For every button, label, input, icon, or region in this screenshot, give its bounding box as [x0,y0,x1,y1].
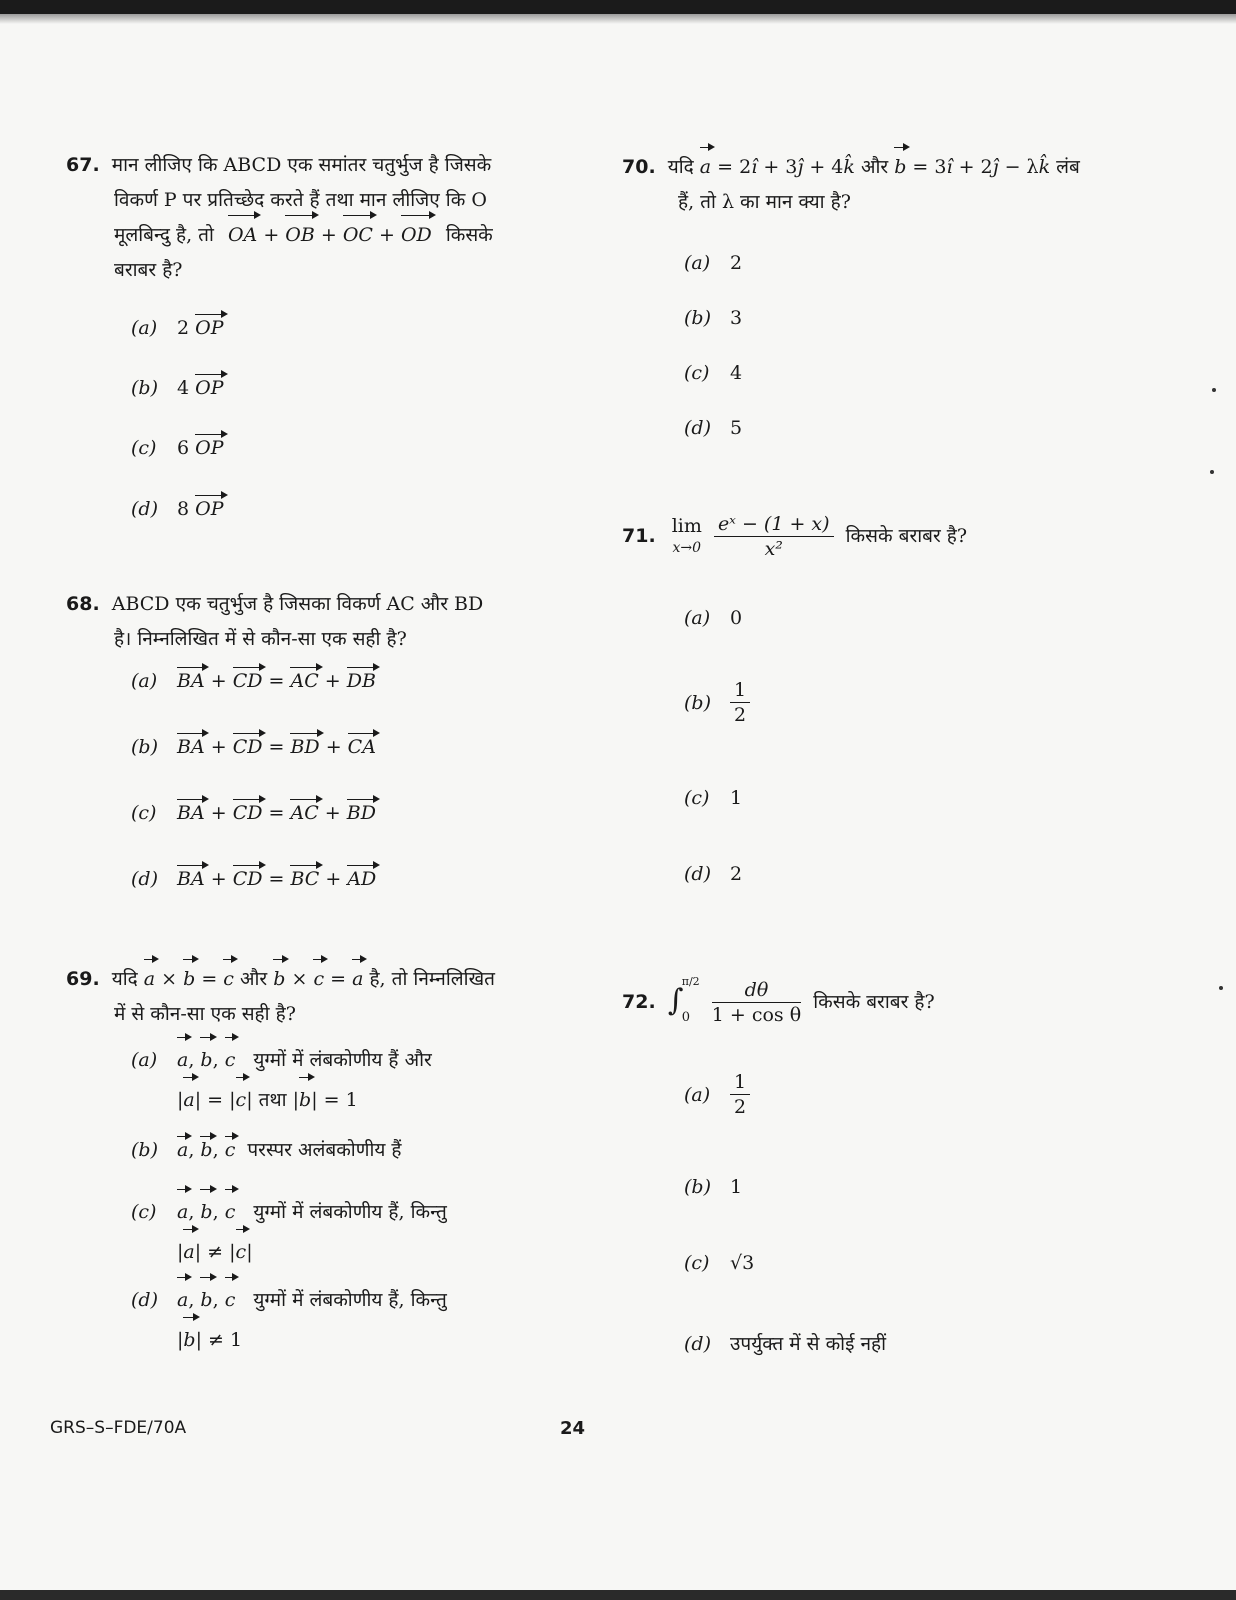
option-label: (a) [684,1083,711,1106]
option-text: तथा [258,1089,287,1111]
vector-od: OD [401,218,432,253]
option-label: (d) [684,417,711,439]
fraction-denominator: x² [764,538,783,560]
option-label: (a) [131,317,158,339]
fraction [712,978,801,1027]
vector-ob: OB [285,218,315,253]
vector: CD [232,736,263,758]
option-70b [684,307,742,329]
vector-op: OP [195,498,224,520]
option-label: (b) [684,307,711,329]
option-72a [684,1070,750,1119]
fraction-numerator: dθ [712,978,801,1003]
option-71d [684,863,742,885]
fraction-denominator: 2 [734,704,747,726]
question-text: है, तो निम्नलिखित [369,968,495,990]
option-72d [684,1330,886,1356]
option-label: (c) [131,802,157,824]
question-text-line: हैं, तो λ का मान क्या है? [678,191,851,213]
option-68d: (d) BA + CD = BC + AD [131,868,377,890]
vector-op: OP [195,317,224,339]
option-value: 2 [730,252,743,274]
question-text-line: मूलबिन्दु है, तो [114,224,214,246]
option-value: 1 [730,787,743,809]
scan-top-shadow [0,14,1236,24]
option-label: (d) [684,863,711,885]
question-text: किसके बराबर है? [813,991,935,1013]
question-text-line: विकर्ण P पर प्रतिच्छेद करते हैं तथा मान लीजिए कि O [114,189,487,211]
question-number: 68. [66,593,100,615]
page-number: 24 [560,1418,586,1439]
vector: BA [177,868,205,890]
option-69c: (c) a, b, c युग्मों में लंबकोणीय हैं, किन्तु |a| ≠ |c| [131,1192,447,1272]
vector: BA [177,802,205,824]
option-67c [131,437,224,459]
option-label: (c) [684,1252,710,1274]
scan-speck [1212,388,1216,392]
option-67b [131,377,224,399]
scan-speck [1219,986,1223,990]
option-label: (b) [684,1176,711,1198]
option-label: (a) [131,670,158,692]
question-text: लंब [1056,156,1080,178]
integral-upper-limit: π/2 [681,974,700,988]
option-72c [684,1252,754,1274]
vector-oc: OC [343,218,373,253]
vector: AC [290,802,319,824]
option-70a [684,252,742,274]
question-68 [66,587,556,657]
option-68a: (a) BA + CD = AC + DB [131,670,376,692]
scan-bottom-border [0,1590,1236,1600]
option-69b: (b) a, b, c परस्पर अलंबकोणीय हैं [131,1139,402,1161]
option-69d: (d) a, b, c युग्मों में लंबकोणीय हैं, किन्तु |b| ≠ 1 [131,1280,447,1360]
vector-op: OP [195,437,224,459]
vector: BA [177,736,205,758]
option-coef: 8 [177,498,190,520]
option-text: युग्मों में लंबकोणीय हैं, किन्तु [253,1201,447,1223]
question-71 [622,512,1122,561]
question-text-line: में से कौन-सा एक सही है? [114,1003,296,1025]
question-text-line: है। निम्नलिखित में से कौन-सा एक सही है? [114,628,407,650]
option-label: (d) [131,1289,158,1311]
fraction [730,678,750,727]
vector: BD [346,802,376,824]
question-text-line: बराबर है? [114,259,183,281]
vector: CD [232,670,263,692]
option-value: 0 [730,607,743,629]
question-text: यदि [111,968,138,990]
integral [667,974,700,1027]
option-text: परस्पर अलंबकोणीय हैं [247,1139,402,1161]
option-label: (a) [131,1049,158,1071]
fraction-numerator: 1 [730,1070,750,1095]
option-label: (b) [131,1139,158,1161]
option-value: 4 [730,362,743,384]
vector: BC [290,868,320,890]
option-coef: 6 [177,437,190,459]
fraction-denominator: 2 [734,1096,747,1118]
vector-oa: OA [228,218,257,253]
option-label: (c) [131,1201,157,1223]
option-label: (d) [684,1333,711,1355]
option-coef: 2 [177,317,190,339]
fraction [730,1070,750,1119]
option-71b [684,678,750,727]
question-72 [622,974,1122,1027]
vector: DB [346,670,376,692]
option-68c: (c) BA + CD = AC + BD [131,802,376,824]
vector-op: OP [195,377,224,399]
option-value: उपर्युक्त में से कोई नहीं [730,1333,886,1355]
option-70d [684,417,742,439]
integral-lower-limit: 0 [681,1009,690,1025]
question-70: 70. यदि a = 2î + 3ĵ + 4k̂ और b = 3î + 2ĵ − λk̂ लंब हैं, तो λ का मान क्या है? [622,150,1122,220]
question-number: 72. [622,991,656,1013]
scan-top-border [0,0,1236,14]
fraction-numerator: 1 [730,678,750,703]
question-number: 67. [66,154,100,176]
option-label: (c) [684,787,710,809]
question-number: 70. [622,156,656,178]
option-71a [684,607,742,629]
option-text: युग्मों में लंबकोणीय हैं, किन्तु [253,1289,447,1311]
option-72b [684,1176,742,1198]
question-text: और [860,156,889,178]
fraction [714,512,834,561]
question-text: और [240,968,268,990]
option-value: 3 [730,307,743,329]
option-value: √3 [730,1252,755,1274]
fraction-numerator: eˣ − (1 + x) [714,512,834,537]
question-67: 67. मान लीजिए कि ABCD एक समांतर चतुर्भुज है जिसके विकर्ण P पर प्रतिच्छेद करते हैं तथा मान लीजिए कि O मूलबिन्दु है, तो OA + OB + OC + OD किसके बराबर है? [66,154,493,281]
vector: BD [290,736,320,758]
option-69a: (a) a, b, c युग्मों में लंबकोणीय हैं और |a| = |c| तथा |b| = 1 [131,1040,561,1120]
limit-subscript: x→0 [672,539,702,556]
question-text-line: मान लीजिए कि ABCD एक समांतर चतुर्भुज है जिसके [111,154,492,176]
option-70c [684,362,742,384]
question-text: यदि [667,156,694,178]
option-label: (b) [131,736,158,758]
option-value: 5 [730,417,743,439]
option-71c [684,787,742,809]
vector: CD [232,802,263,824]
option-value: 2 [730,863,743,885]
option-68b: (b) BA + CD = BD + CA [131,736,376,758]
question-text-line: ABCD एक चतुर्भुज है जिसका विकर्ण AC और BD [111,593,484,615]
paper-code: GRS–S–FDE/70A [50,1418,187,1438]
vector: CA [347,736,376,758]
option-67a [131,317,224,339]
option-label: (c) [131,437,157,459]
vector: BA [177,670,205,692]
option-label: (b) [131,377,158,399]
option-label: (c) [684,362,710,384]
option-coef: 4 [177,377,190,399]
fraction-denominator: 1 + cos θ [711,1004,802,1026]
vector: AC [290,670,319,692]
option-label: (d) [131,498,158,520]
question-number: 71. [622,525,656,547]
question-text-line: किसके [445,224,493,246]
scan-speck [1210,470,1214,474]
limit-operator: lim [671,514,702,537]
option-label: (a) [684,252,711,274]
question-69: 69. यदि a × b = c और b × c = a है, तो निम्नलिखित में से कौन-सा एक सही है? [66,962,566,1032]
option-text: युग्मों में लंबकोणीय हैं और [253,1049,432,1071]
option-value: 1 [730,1176,743,1198]
integral-sign: ∫ [667,982,684,1018]
option-label: (b) [684,691,711,714]
option-67d [131,498,224,520]
vector: CD [232,868,263,890]
question-number: 69. [66,968,100,990]
option-label: (a) [684,607,711,629]
question-text: किसके बराबर है? [845,525,968,547]
vector: AD [347,868,377,890]
option-label: (d) [131,868,158,890]
